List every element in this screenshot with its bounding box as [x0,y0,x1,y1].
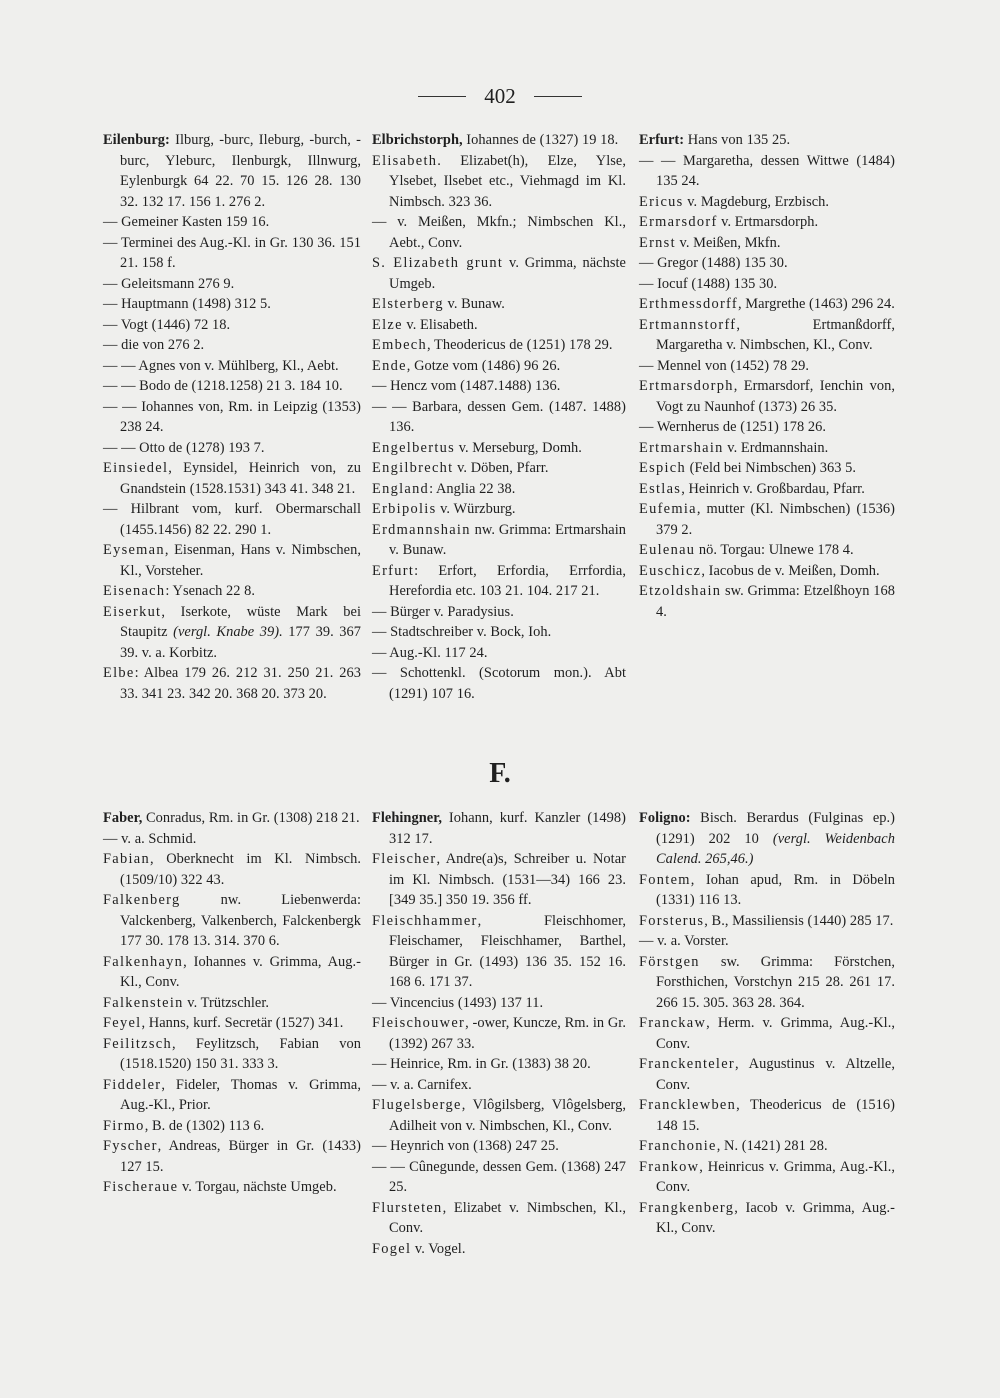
index-entry: Fischeraue v. Torgau, nächste Umgeb. [103,1179,337,1195]
index-entry: Feilitzsch, Feylitzsch, Fabian von (1518.1520) 150 31. 333 3. [103,1035,361,1072]
index-entry: — v. Meißen, Mkfn.; Nimbschen Kl., Aebt., Conv. [372,214,626,251]
index-entry: Fogel v. Vogel. [372,1240,466,1257]
index-entry: Erbipolis v. Würzburg. [372,501,516,517]
index-entry: — Terminei des Aug.-Kl. in Gr. 130 36. 151 21. 158 f. [103,234,361,271]
index-entry: Ertmannstorff, Ertmanßdorff, Margaretha v. Nimbschen, Kl., Conv. [639,316,895,353]
index-entry: Einsiedel, Eynsidel, Heinrich von, zu Gnandstein (1528.1531) 343 41. 348 21. [103,460,361,497]
index-entry: Engilbrecht v. Döben, Pfarr. [372,460,549,476]
index-entry: Espich (Feld bei Nimbschen) 363 5. [639,460,857,476]
index-entry: Foligno: Bisch. Berardus (Fulginas ep.) (1291) 202 10 (vergl. Weidenbach Calend. 265,46.) [639,810,895,867]
index-entry: — Vogt (1446) 72 18. [103,316,231,333]
index-column-e-3 [639,130,895,622]
index-entry: — Geleitsmann 276 9. [103,275,235,292]
index-entry: Estlas, Heinrich v. Großbardau, Pfarr. [639,480,865,497]
header-rule-left [418,96,466,97]
index-entry: Ermarsdorf v. Ertmarsdorph. [639,214,819,230]
index-entry: — — Barbara, dessen Gem. (1487. 1488) 136. [372,398,626,435]
index-entry: — Gregor (1488) 135 30. [639,255,788,271]
index-entry: — — Bodo de (1218.1258) 21 3. 184 10. [103,378,343,394]
index-column-e-1 [103,130,361,704]
index-entry: Flugelsberge, Vlôgilsberg, Vlôgelsberg, Adilheit von v. Nimbschen, Kl., Conv. [372,1097,626,1134]
index-entry: Frankow, Heinricus v. Grimma, Aug.-Kl., Conv. [639,1158,895,1195]
index-entry: Erthmessdorff, Margrethe (1463) 296 24. [639,296,895,312]
index-entry: Eiserkut, Iserkote, wüste Mark bei Staupitz (vergl. Knabe 39). 177 39. 367 39. v. a. Korbitz. [103,603,361,661]
index-entry: Etzoldshain sw. Grimma: Etzelßhoyn 168 4. [639,583,895,620]
index-entry: — die von 276 2. [103,337,205,353]
index-entry: — Vincencius (1493) 137 11. [372,994,544,1011]
index-entry: Eufemia, mutter (Kl. Nimbschen) (1536) 379 2. [639,501,895,538]
index-entry: Falkenberg nw. Liebenwerda: Valckenberg, Valkenberch, Falckenbergk 177 30. 178 13. 314. 370 6. [103,892,361,949]
index-entry: Eisenach: Ysenach 22 8. [103,583,256,599]
index-entry: Elze v. Elisabeth. [372,316,478,333]
index-entry: — v. a. Schmid. [103,830,197,847]
index-entry: Flursteten, Elizabet v. Nimbschen, Kl., Conv. [372,1199,626,1236]
index-entry: — Bürger v. Paradysius. [372,603,514,620]
index-entry: — — Margaretha, dessen Wittwe (1484) 135 24. [639,152,895,189]
index-entry: Franchonie, N. (1421) 281 28. [639,1138,828,1154]
index-entry: Franckaw, Herm. v. Grimma, Aug.-Kl., Conv. [639,1015,895,1052]
index-entry: Francklewben, Theodericus de (1516) 148 15. [639,1097,895,1134]
index-entry: Fabian, Oberknecht im Kl. Nimbsch. (1509/10) 322 43. [103,851,361,888]
index-entry: — Hauptmann (1498) 312 5. [103,296,271,312]
index-column-e-2 [372,130,626,704]
index-entry: Forsterus, B., Massiliensis (1440) 285 17. [639,912,894,929]
index-entry: Fontem, Iohan apud, Rm. in Döbeln (1331) 116 13. [639,871,895,908]
index-column-f-3 [639,808,895,1239]
header-rule-right [534,96,582,97]
index-entry: Förstgen sw. Grimma: Förstchen, Forsthichen, Vorstchyn 215 28. 261 17. 266 15. 305. 363 28. 364. [639,953,895,1011]
letter-heading: F. [489,758,511,789]
index-entry: — Stadtschreiber v. Bock, Ioh. [372,624,552,640]
index-entry: Falkenstein v. Trützschler. [103,994,270,1011]
index-entry: Elbe: Albea 179 26. 212 31. 250 21. 263 33. 341 23. 342 20. 368 20. 373 20. [103,665,361,702]
index-entry: Erdmannshain nw. Grimma: Ertmarshain v. Bunaw. [372,521,626,558]
index-entry: — Wernherus de (1251) 178 26. [639,419,827,435]
index-entry: Faber, Conradus, Rm. in Gr. (1308) 218 21. [103,810,360,826]
index-entry: Engelbertus v. Merseburg, Domh. [372,439,582,456]
index-entry: — Heinrice, Rm. in Gr. (1383) 38 20. [372,1056,591,1072]
index-entry: S. Elizabeth grunt v. Grimma, nächste Umgeb. [372,255,626,292]
index-entry: England: Anglia 22 38. [372,480,516,497]
index-entry: Fiddeler, Fideler, Thomas v. Grimma, Aug.-Kl., Prior. [103,1076,361,1113]
index-entry: Ernst v. Meißen, Mkfn. [639,234,781,251]
page-header [0,84,1000,109]
index-entry: Frangkenberg, Iacob v. Grimma, Aug.-Kl., Conv. [639,1199,895,1236]
index-entry: Elbrichstorph, Iohannes de (1327) 19 18. [372,132,619,148]
index-entry: — Iocuf (1488) 135 30. [639,275,778,292]
index-entry: Eilenburg: Ilburg, -burc, Ileburg, -burch, -burc, Yleburc, Ilenburgk, Illnwurg, Eylenburgk 64 22. 70 15. 126 28. 130 32. 132 17. 156 1. 276 2. [103,132,361,210]
index-entry: Ertmarsdorph, Ermarsdorf, Ienchin von, Vogt zu Naunhof (1373) 26 35. [639,378,895,415]
index-entry: Ericus v. Magdeburg, Erzbisch. [639,193,830,210]
index-entry: Fleischhammer, Fleischhomer, Fleischamer, Fleischhamer, Barthel, Bürger in Gr. (1493) 136 35. 152 16. 168 6. 171 37. [372,912,626,990]
index-entry: — v. a. Vorster. [639,933,729,949]
index-entry: — — Agnes von v. Mühlberg, Kl., Aebt. [103,357,339,374]
index-entry: Firmo, B. de (1302) 113 6. [103,1117,265,1134]
index-entry: — Aug.-Kl. 117 24. [372,644,488,661]
page-number: 402 [484,84,516,108]
index-entry: — v. a. Carnifex. [372,1076,472,1093]
index-entry: — — Iohannes von, Rm. in Leipzig (1353) 238 24. [103,398,361,435]
index-entry: Feyel, Hanns, kurf. Secretär (1527) 341. [103,1015,344,1031]
index-entry: — Hencz vom (1487.1488) 136. [372,378,561,394]
index-entry: Erfurt: Hans von 135 25. [639,132,791,148]
index-entry: Franckenteler, Augustinus v. Altzelle, Conv. [639,1056,895,1093]
index-column-f-2 [372,808,626,1259]
index-entry: Eyseman, Eisenman, Hans v. Nimbschen, Kl., Vorsteher. [103,542,361,579]
index-entry: Euschicz, Iacobus de v. Meißen, Domh. [639,562,880,579]
index-entry: — Heynrich von (1368) 247 25. [372,1138,559,1154]
index-entry: — Schottenkl. (Scotorum mon.). Abt (1291) 107 16. [372,665,626,702]
index-entry: Flehingner, Iohann, kurf. Kanzler (1498) 312 17. [372,810,626,847]
index-column-f-1 [103,808,361,1198]
index-entry: — Gemeiner Kasten 159 16. [103,214,270,230]
index-entry: Ende, Gotze vom (1486) 96 26. [372,357,561,374]
index-entry: Fyscher, Andreas, Bürger in Gr. (1433) 127 15. [103,1138,361,1175]
index-entry: Elisabeth. Elizabet(h), Elze, Ylse, Ylsebet, Ilsebet etc., Viehmagd im Kl. Nimbsch. 323 36. [372,152,626,210]
index-entry: — — Cûnegunde, dessen Gem. (1368) 247 25. [372,1158,626,1195]
index-entry: Fleischouwer, -ower, Kuncze, Rm. in Gr. (1392) 267 33. [372,1015,626,1052]
index-entry: Falkenhayn, Iohannes v. Grimma, Aug.-Kl., Conv. [103,953,361,990]
index-entry: — Hilbrant vom, kurf. Obermarschall (1455.1456) 82 22. 290 1. [103,501,361,538]
index-entry: Elsterberg v. Bunaw. [372,296,505,312]
index-entry: Ertmarshain v. Erdmannshain. [639,439,829,456]
index-entry: — Mennel von (1452) 78 29. [639,357,809,374]
index-entry: Eulenau nö. Torgau: Ulnewe 178 4. [639,542,854,558]
index-entry: Fleischer, Andre(a)s, Schreiber u. Notar im Kl. Nimbsch. (1531—34) 166 23. [349 35.] 350 19. 356 ff. [372,851,626,908]
index-entry: Erfurt: Erfort, Erfordia, Errfordia, Herefordia etc. 103 21. 104. 217 21. [372,562,626,599]
index-entry: Embech, Theodericus de (1251) 178 29. [372,337,613,353]
index-entry: — — Otto de (1278) 193 7. [103,439,265,456]
